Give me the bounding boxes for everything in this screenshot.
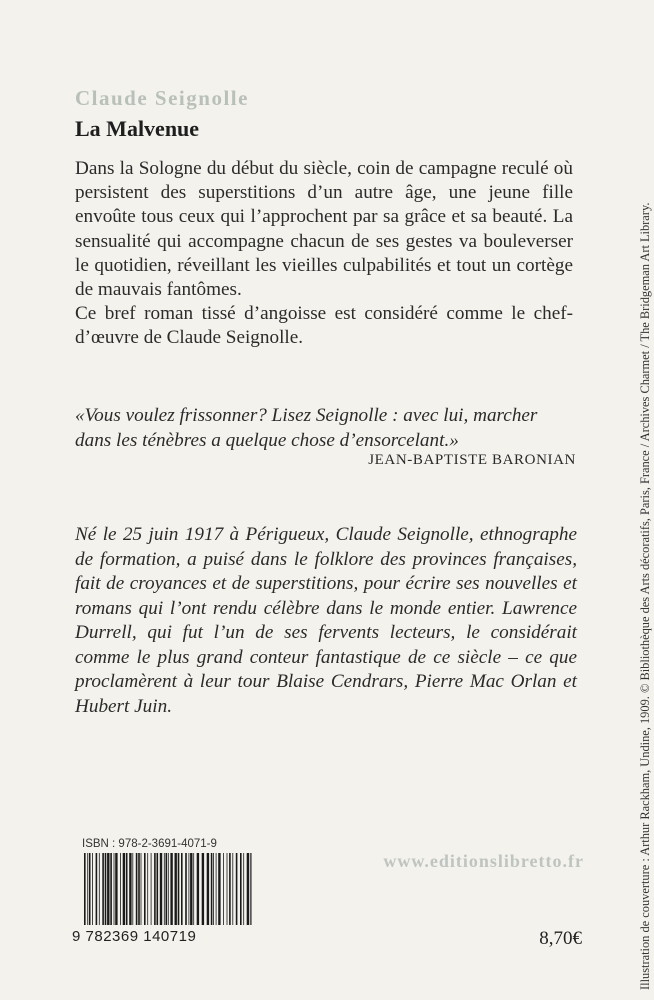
blurb-paragraph: Ce bref roman tissé d’angoisse est considéré comme le chef-d’œuvre de Claude Seignolle.: [75, 303, 573, 349]
blurb: [75, 157, 573, 351]
author-name: Claude Seignolle: [75, 86, 249, 110]
barcode-digits: 9 782369 140719: [72, 928, 197, 945]
pull-quote: [75, 403, 575, 453]
book-title: La Malvenue: [75, 116, 200, 141]
barcode: [84, 853, 252, 925]
publisher-website: www.editionslibretto.fr: [383, 851, 584, 871]
bio-text: Né le 25 juin 1917 à Périgueux, Claude Seignolle, ethnographe de formation, a puisé dans le folklore des provinces françaises, fait de croyances et de superstitions, pour écrire ses nouvelles et romans qui l’ont rendu célèbre dans le monde entier. Lawrence Durrell, qui fut l’un de ses fervents lecteurs, le considérait comme le plus grand conteur fantastique de ce siècle – ce que proclamèrent à leur tour Blaise Cendrars, Pierre Mac Orlan et Hubert Juin.: [75, 524, 577, 717]
price: 8,70€: [539, 928, 582, 949]
blurb-paragraph: Dans la Sologne du début du siècle, coin de campagne reculé où persistent des superstitions d’un autre âge, une jeune fille envoûte tous ceux qui l’approchent par sa grâce et sa beauté. La sensualité qui accompagne chacun de ses gestes va bouleverser le quotidien, réveillant les vieilles culpabilités et tout un cortège de mauvais fantômes.: [75, 158, 573, 301]
quote-text: «Vous voulez frissonner? Lisez Seignolle : avec lui, marcher dans les ténèbres a quelque chose d’ensorcelant.»: [75, 405, 538, 451]
isbn-label: ISBN : 978-2-3691-4071-9: [82, 838, 217, 850]
cover-illustration-credit: Illustration de couverture : Arthur Rackham, Undine, 1909. © Bibliothèque des Arts décoratifs, Paris, France / Archives Charmet / The Bridgeman Art Library.: [638, 202, 652, 990]
quote-attribution: JEAN-BAPTISTE BARONIAN: [368, 452, 576, 468]
author-bio: [75, 523, 577, 719]
